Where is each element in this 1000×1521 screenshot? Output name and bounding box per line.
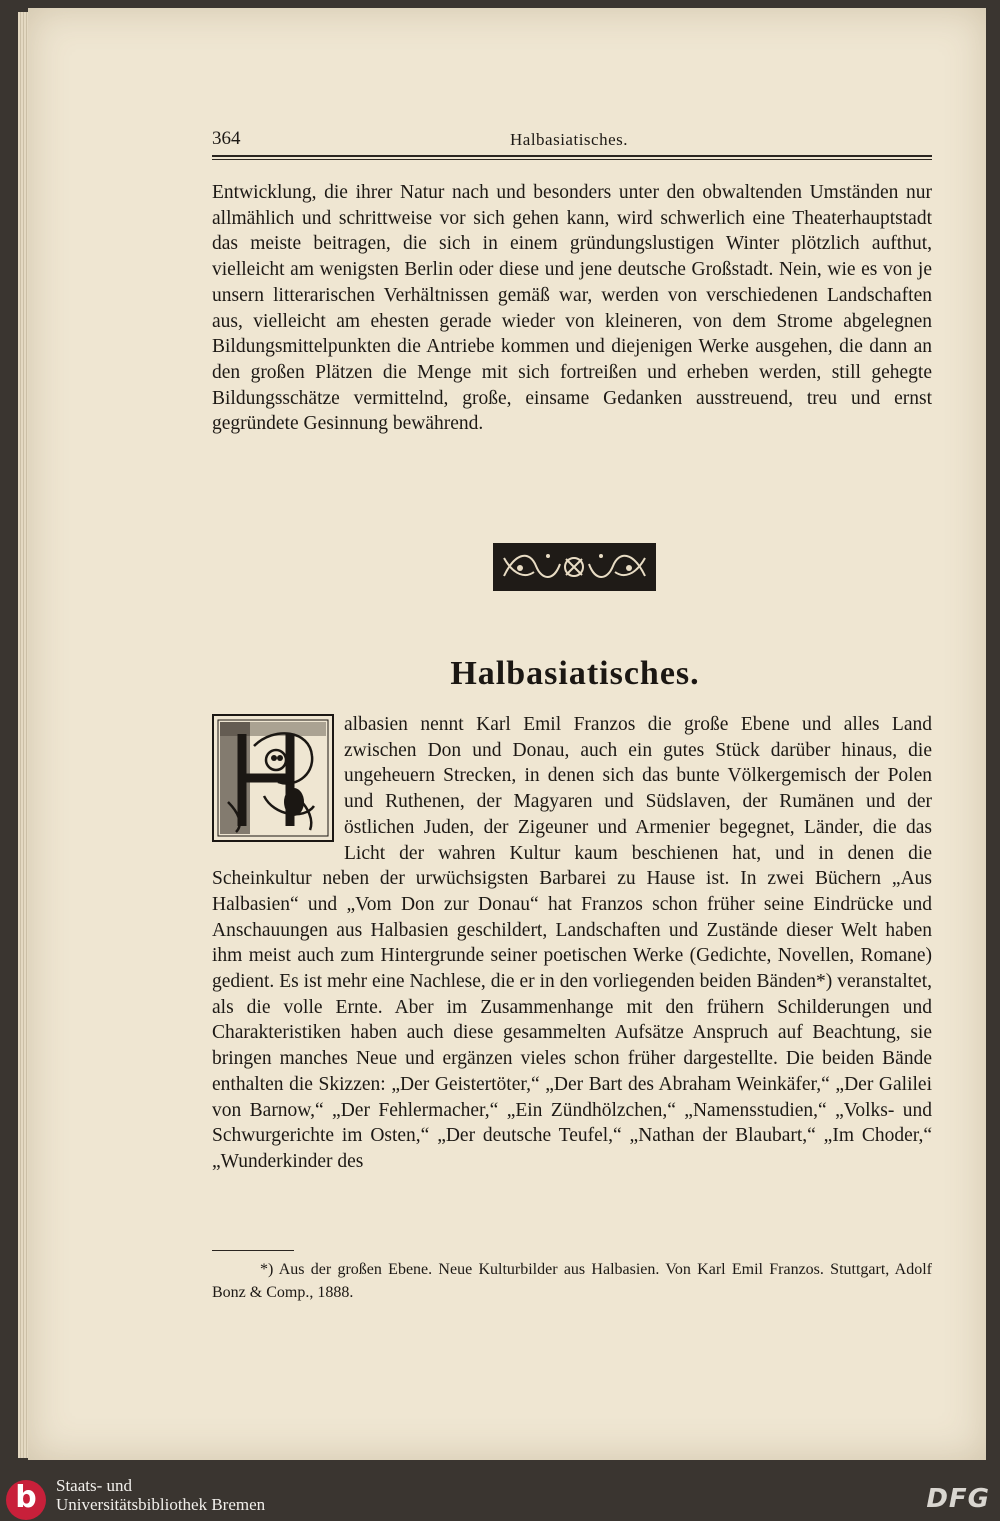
viewer-footer <box>0 1466 1000 1521</box>
header-rule <box>212 155 932 160</box>
running-head-title: Halbasiatisches. <box>510 130 628 149</box>
ornament-vignette-icon <box>496 546 653 588</box>
drop-cap-initial <box>212 714 334 842</box>
article-paragraph: albasien nennt Karl Emil Franzos die große Ebene und alles Land zwischen Don und Donau, auch ein gutes Stück darüber hinaus, die ungeheuern Strecken, in denen sich das bunte Völkergemisch der Polen und Ruthenen, der Magyaren und Südslaven, der Rumänen und der östlichen Juden, der Zigeuner und Armenier begegnet, Länder, die das Licht der wahren Kultur kaum beschienen hat, und in denen die Scheinkultur neben der urwüchsigsten Barbarei zu Hause ist. In zwei Büchern „Aus Halbasien“ und „Vom Don zur Donau“ hat Franzos schon früher seine Eindrücke und Anschauungen aus Halbasien geschildert, Landschaften und Zustände dieser Welt haben ihm meist auch zum Hintergrunde seiner poetischen Werke (Gedichte, Novellen, Romane) gedient. Es ist mehr eine Nachlese, die er in den vorliegenden beiden Bänden*) veranstaltet, als die volle Ernte. Aber im Zusammenhange mit den frühern Schilderungen und Charakteristiken haben auch diese gesammelten Aufsätze Anspruch auf Beachtung, sie bringen manches Neue und ergänzen vieles schon früher dargestellte. Die beiden Bände enthalten die Skizzen: „Der Geistertöter,“ „Der Bart des Abraham Weinkäfer,“ „Der Galilei von Barnow,“ „Der Fehlermacher,“ „Ein Zündhölzchen,“ „Namensstudien,“ „Volks- und Schwurgerichte im Osten,“ „Der deutsche Teufel,“ „Nathan der Blaubart,“ „Im Choder,“ „Wunderkinder des <box>212 714 932 1172</box>
footnote-rule <box>212 1250 294 1251</box>
section-title: Halbasiatisches. <box>450 655 700 692</box>
footnote: *) Aus der großen Ebene. Neue Kulturbilder aus Halbasien. Von Karl Emil Franzos. Stuttgart, Adolf Bonz & Comp., 1888. <box>212 1261 932 1301</box>
ornament-vignette <box>493 543 656 591</box>
dfg-logo-icon[interactable]: DFG <box>926 1484 990 1514</box>
paragraph-continued: Entwicklung, die ihrer Natur nach und besonders unter den obwaltenden Umständen nur allmählich und schrittweise vor sich gehen kann, wird schwerlich eine Theaterhauptstadt das meiste beitragen, die sich in einem gründungslustigen Winter plötzlich aufthut, vielleicht am wenigsten Berlin oder diese und jene deutsche Großstadt. Nein, wie es von je unsern litterarischen Verhältnissen gemäß war, werden von verschiedenen Landschaften aus, vielleicht am ehesten gerade wieder von kleineren, von dem Strome abgelegnen Bildungsmittelpunkten die Antriebe kommen und diejenigen Werke ausgehen, die dann an den großen Plätzen die Menge mit sich fortreißen und erheben werden, still gehegte Bildungsschätze vermittelnd, große, einsame Gedanken ausstreuend, treu und ernst gegründete Gesinnung bewährend. <box>212 182 932 435</box>
running-head <box>212 128 932 154</box>
library-logo-icon[interactable]: b <box>6 1480 46 1520</box>
library-name-line-1: Staats- und <box>56 1476 133 1495</box>
library-name-line-2: Universitätsbibliothek Bremen <box>56 1495 266 1514</box>
page-number: 364 <box>212 128 241 149</box>
article-body <box>212 712 932 1175</box>
library-name[interactable] <box>56 1476 265 1514</box>
drop-cap-h-illustration-icon <box>214 716 332 840</box>
